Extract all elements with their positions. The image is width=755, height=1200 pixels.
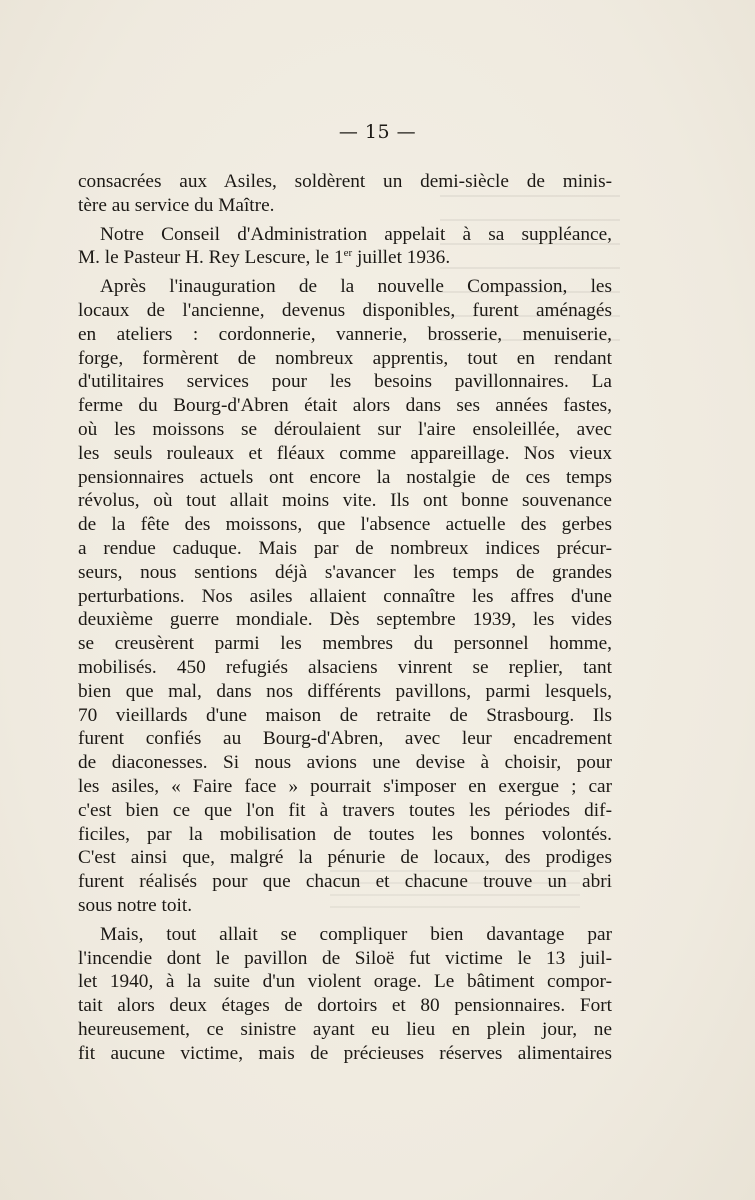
text-line: 70 vieillards d'une maison de retraite de Strasbourg. Ils [78,704,612,726]
text-line: de la fête des moissons, que l'absence actuelle des gerbes [78,514,612,536]
text-line: locaux de l'ancienne, devenus disponibles, furent aménagés [78,299,612,321]
text-line: c'est bien ce que l'on fit à travers toutes les périodes dif- [78,799,612,821]
text-line: tait alors deux étages de dortoirs et 80 pensionnaires. Fort [78,995,612,1017]
text-line: fit aucune victime, mais de précieuses réserves alimentaires [78,1042,612,1064]
text-line: se creusèrent parmi les membres du personnel homme, [78,633,612,655]
text-line: mobilisés. 450 refugiés alsaciens vinrent se replier, tant [78,656,612,678]
text-line: forge, formèrent de nombreux apprentis, tout en rendant [78,347,612,369]
text-line: bien que mal, dans nos différents pavillons, parmi lesquels, [78,680,612,702]
text-segment: juillet 1936. [352,247,451,269]
superscript: er [343,247,353,260]
text-line: heureusement, ce sinistre ayant eu lieu en plein jour, ne [78,1018,612,1040]
text-line: deuxième guerre mondiale. Dès septembre 1939, les vides [78,609,612,631]
text-line: d'utilitaires services pour les besoins pavillonnaires. La [78,371,612,393]
text-line: les seuls rouleaux et fléaux comme appareillage. Nos vieux [78,442,612,464]
paragraph-1 [78,170,612,218]
text-line: en ateliers : cordonnerie, vannerie, brosserie, menuiserie, [78,323,612,345]
text-line: où les moissons se déroulaient sur l'aire ensoleillée, avec [78,418,612,440]
text-line: C'est ainsi que, malgré la pénurie de locaux, des prodiges [78,847,612,869]
paragraph-3 [78,275,612,918]
text-line: pensionnaires actuels ont encore la nostalgie de ces temps [78,466,612,488]
paragraph-2 [78,223,612,271]
text-line: révolus, où tout allait moins vite. Ils ont bonne souvenance [78,490,612,512]
text-line: sous notre toit. [78,894,193,916]
text-line: let 1940, à la suite d'un violent orage. Le bâtiment compor- [78,971,612,993]
text-segment: M. le Pasteur H. Rey Lescure, le 1 [78,247,344,269]
page-number: — 15 — [338,121,417,143]
text-line: furent confiés au Bourg-d'Abren, avec leur encadrement [78,728,612,750]
text-line: Notre Conseil d'Administration appelait à sa suppléance, [100,223,612,245]
text-line: Après l'inauguration de la nouvelle Compassion, les [100,276,612,298]
text-line: ficiles, par la mobilisation de toutes les bonnes volontés. [78,823,612,845]
text-line: perturbations. Nos asiles allaient connaître les affres d'une [78,585,612,607]
text-line [78,246,612,270]
text-line: furent réalisés pour que chacun et chacune trouve un abri [78,871,612,893]
text-line: a rendue caduque. Mais par de nombreux indices précur- [78,537,612,559]
paragraph-4 [78,923,612,1066]
body-text [78,170,612,1070]
text-line: Mais, tout allait se compliquer bien davantage par [100,923,612,945]
text-line: de diaconesses. Si nous avions une devise à choisir, pour [78,752,612,774]
text-line: l'incendie dont le pavillon de Siloë fut victime le 13 juil- [78,947,612,969]
text-line: tère au service du Maître. [78,194,275,216]
text-line: ferme du Bourg-d'Abren était alors dans ses années fastes, [78,395,612,417]
text-line: les asiles, « Faire face » pourrait s'imposer en exergue ; car [78,775,612,797]
text-line: consacrées aux Asiles, soldèrent un demi-siècle de minis- [78,171,612,192]
text-line: seurs, nous sentions déjà s'avancer les temps de grandes [78,561,612,583]
